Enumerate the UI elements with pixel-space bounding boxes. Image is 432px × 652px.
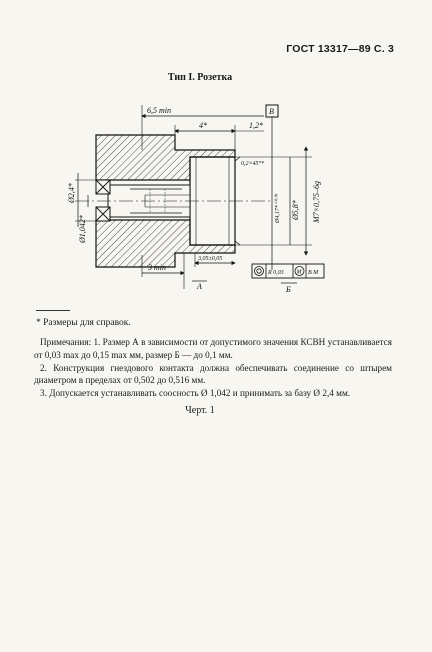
dim-d305: 3,05±0,05: [198, 256, 223, 262]
dim-min3: 3 min: [148, 263, 166, 272]
dim-star4: 4*: [199, 121, 207, 130]
datum-b-label: Б: [286, 285, 291, 294]
dim-overall: 6,5 min: [147, 106, 171, 115]
datum-a-label: А: [197, 282, 202, 291]
figure-caption: Черт. 1: [185, 405, 215, 416]
dim-d58: Ø5,8*: [291, 200, 300, 220]
svg-text:B: B: [269, 107, 274, 116]
tol-value: R 0,03: [268, 270, 284, 276]
note-3: 3. Допускается устанавливать соосность Ø 1,042 и принимать за базу Ø 2,4 мм.: [40, 388, 351, 399]
footnote-rule: [36, 310, 70, 311]
note-1: Примечания: 1. Размер А в зависимости от допустимого значения КСВН устанавливается от 0,03 max до 0,15 max мм, размер Б — до 0,1 мм.: [34, 337, 392, 360]
footnote: * Размеры для справок.: [36, 318, 131, 328]
notes-block: [34, 336, 392, 400]
page-header: ГОСТ 13317—89 С. 3: [286, 43, 394, 55]
dim-d24: Ø2,4*: [67, 183, 76, 203]
technical-drawing: [0, 95, 432, 305]
dim-d1042: Ø1,042*: [78, 215, 87, 243]
dim-thread: M7×0,75–6g: [312, 180, 321, 223]
dim-d417: Ø4,17*⁺⁰·⁰³: [275, 193, 281, 223]
tol-datum-bm: B M: [308, 270, 319, 276]
note-2: 2. Конструкция гнездового контакта должна обеспечивать соединение со штырем диаметром в пределах от 0,502 до 0,516 мм.: [34, 362, 392, 386]
dim-chamfer: 0,2×45°*: [241, 161, 264, 167]
figure-title: Тип I. Розетка: [167, 72, 233, 83]
tol-modifier-m: M: [296, 269, 302, 276]
dim-star12: 1,2*: [249, 121, 263, 130]
